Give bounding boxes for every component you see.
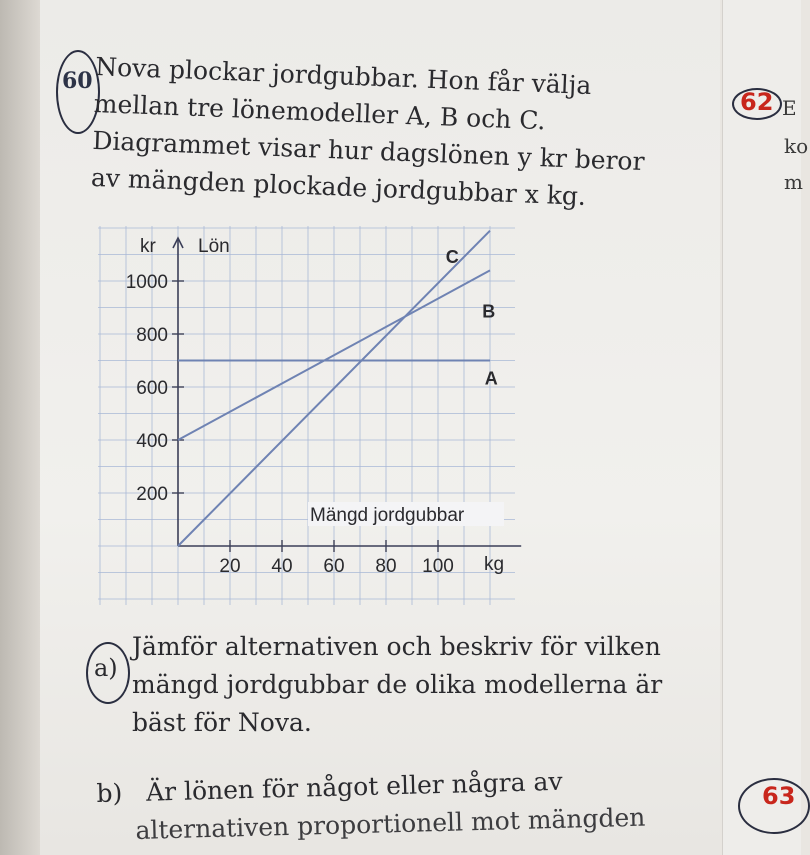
question-a-marker: [86, 642, 130, 702]
book-spine: [0, 0, 40, 855]
question-a-line: bäst för Nova.: [132, 708, 312, 737]
y-tick-label: 200: [136, 484, 168, 505]
intro-line: Nova plockar jordgubbar. Hon får välja: [94, 51, 592, 101]
question-a-line: Jämför alternativen och beskriv för vilken: [132, 632, 661, 661]
problem-intro: [90, 48, 695, 219]
side-fragment: E: [782, 96, 797, 120]
x-tick-label: 20: [219, 556, 241, 577]
y-tick-label: 800: [136, 325, 168, 346]
x-tick-label: 40: [271, 556, 293, 577]
series-label-c: C: [445, 247, 459, 268]
x-tick-label: 100: [422, 556, 454, 577]
question-b-text: Är lönen för något eller några av: [145, 766, 563, 807]
side-fragment: m: [784, 170, 803, 194]
intro-line: mellan tre lönemodeller A, B och C.: [93, 88, 547, 136]
next-problem-number: 63: [762, 782, 796, 810]
y-tick-label: 1000: [125, 272, 168, 293]
side-fragment: ko: [784, 134, 809, 158]
question-b-label: b): [96, 778, 123, 808]
problem-number-text: 60: [62, 68, 93, 94]
y-tick-label: 400: [136, 431, 168, 452]
question-a-line: mängd jordgubbar de olika modellerna är: [132, 670, 663, 699]
question-a-label: a): [94, 654, 118, 682]
x-axis-label: Mängd jordgubbar: [310, 505, 465, 526]
salary-chart: [90, 220, 520, 610]
question-b: [96, 759, 718, 851]
x-unit-label: kg: [484, 554, 505, 575]
intro-line: Diagrammet visar hur dagslönen y kr beror: [91, 125, 646, 177]
y-axis-label: Lön: [198, 236, 230, 257]
x-tick-label: 80: [375, 556, 397, 577]
next-problem-number: 62: [740, 88, 774, 116]
question-b-line-2: alternativen proportionell mot mängden: [135, 802, 646, 845]
y-unit-label: kr: [140, 236, 156, 257]
chart-axes: [173, 238, 521, 546]
x-tick-label: 60: [323, 556, 345, 577]
series-label-b: B: [482, 301, 496, 322]
y-tick-label: 600: [136, 378, 168, 399]
question-a: [132, 628, 712, 742]
adjacent-page: [722, 0, 801, 855]
series-label-a: A: [484, 368, 498, 389]
intro-line: av mängden plockade jordgubbar x kg.: [90, 162, 587, 211]
